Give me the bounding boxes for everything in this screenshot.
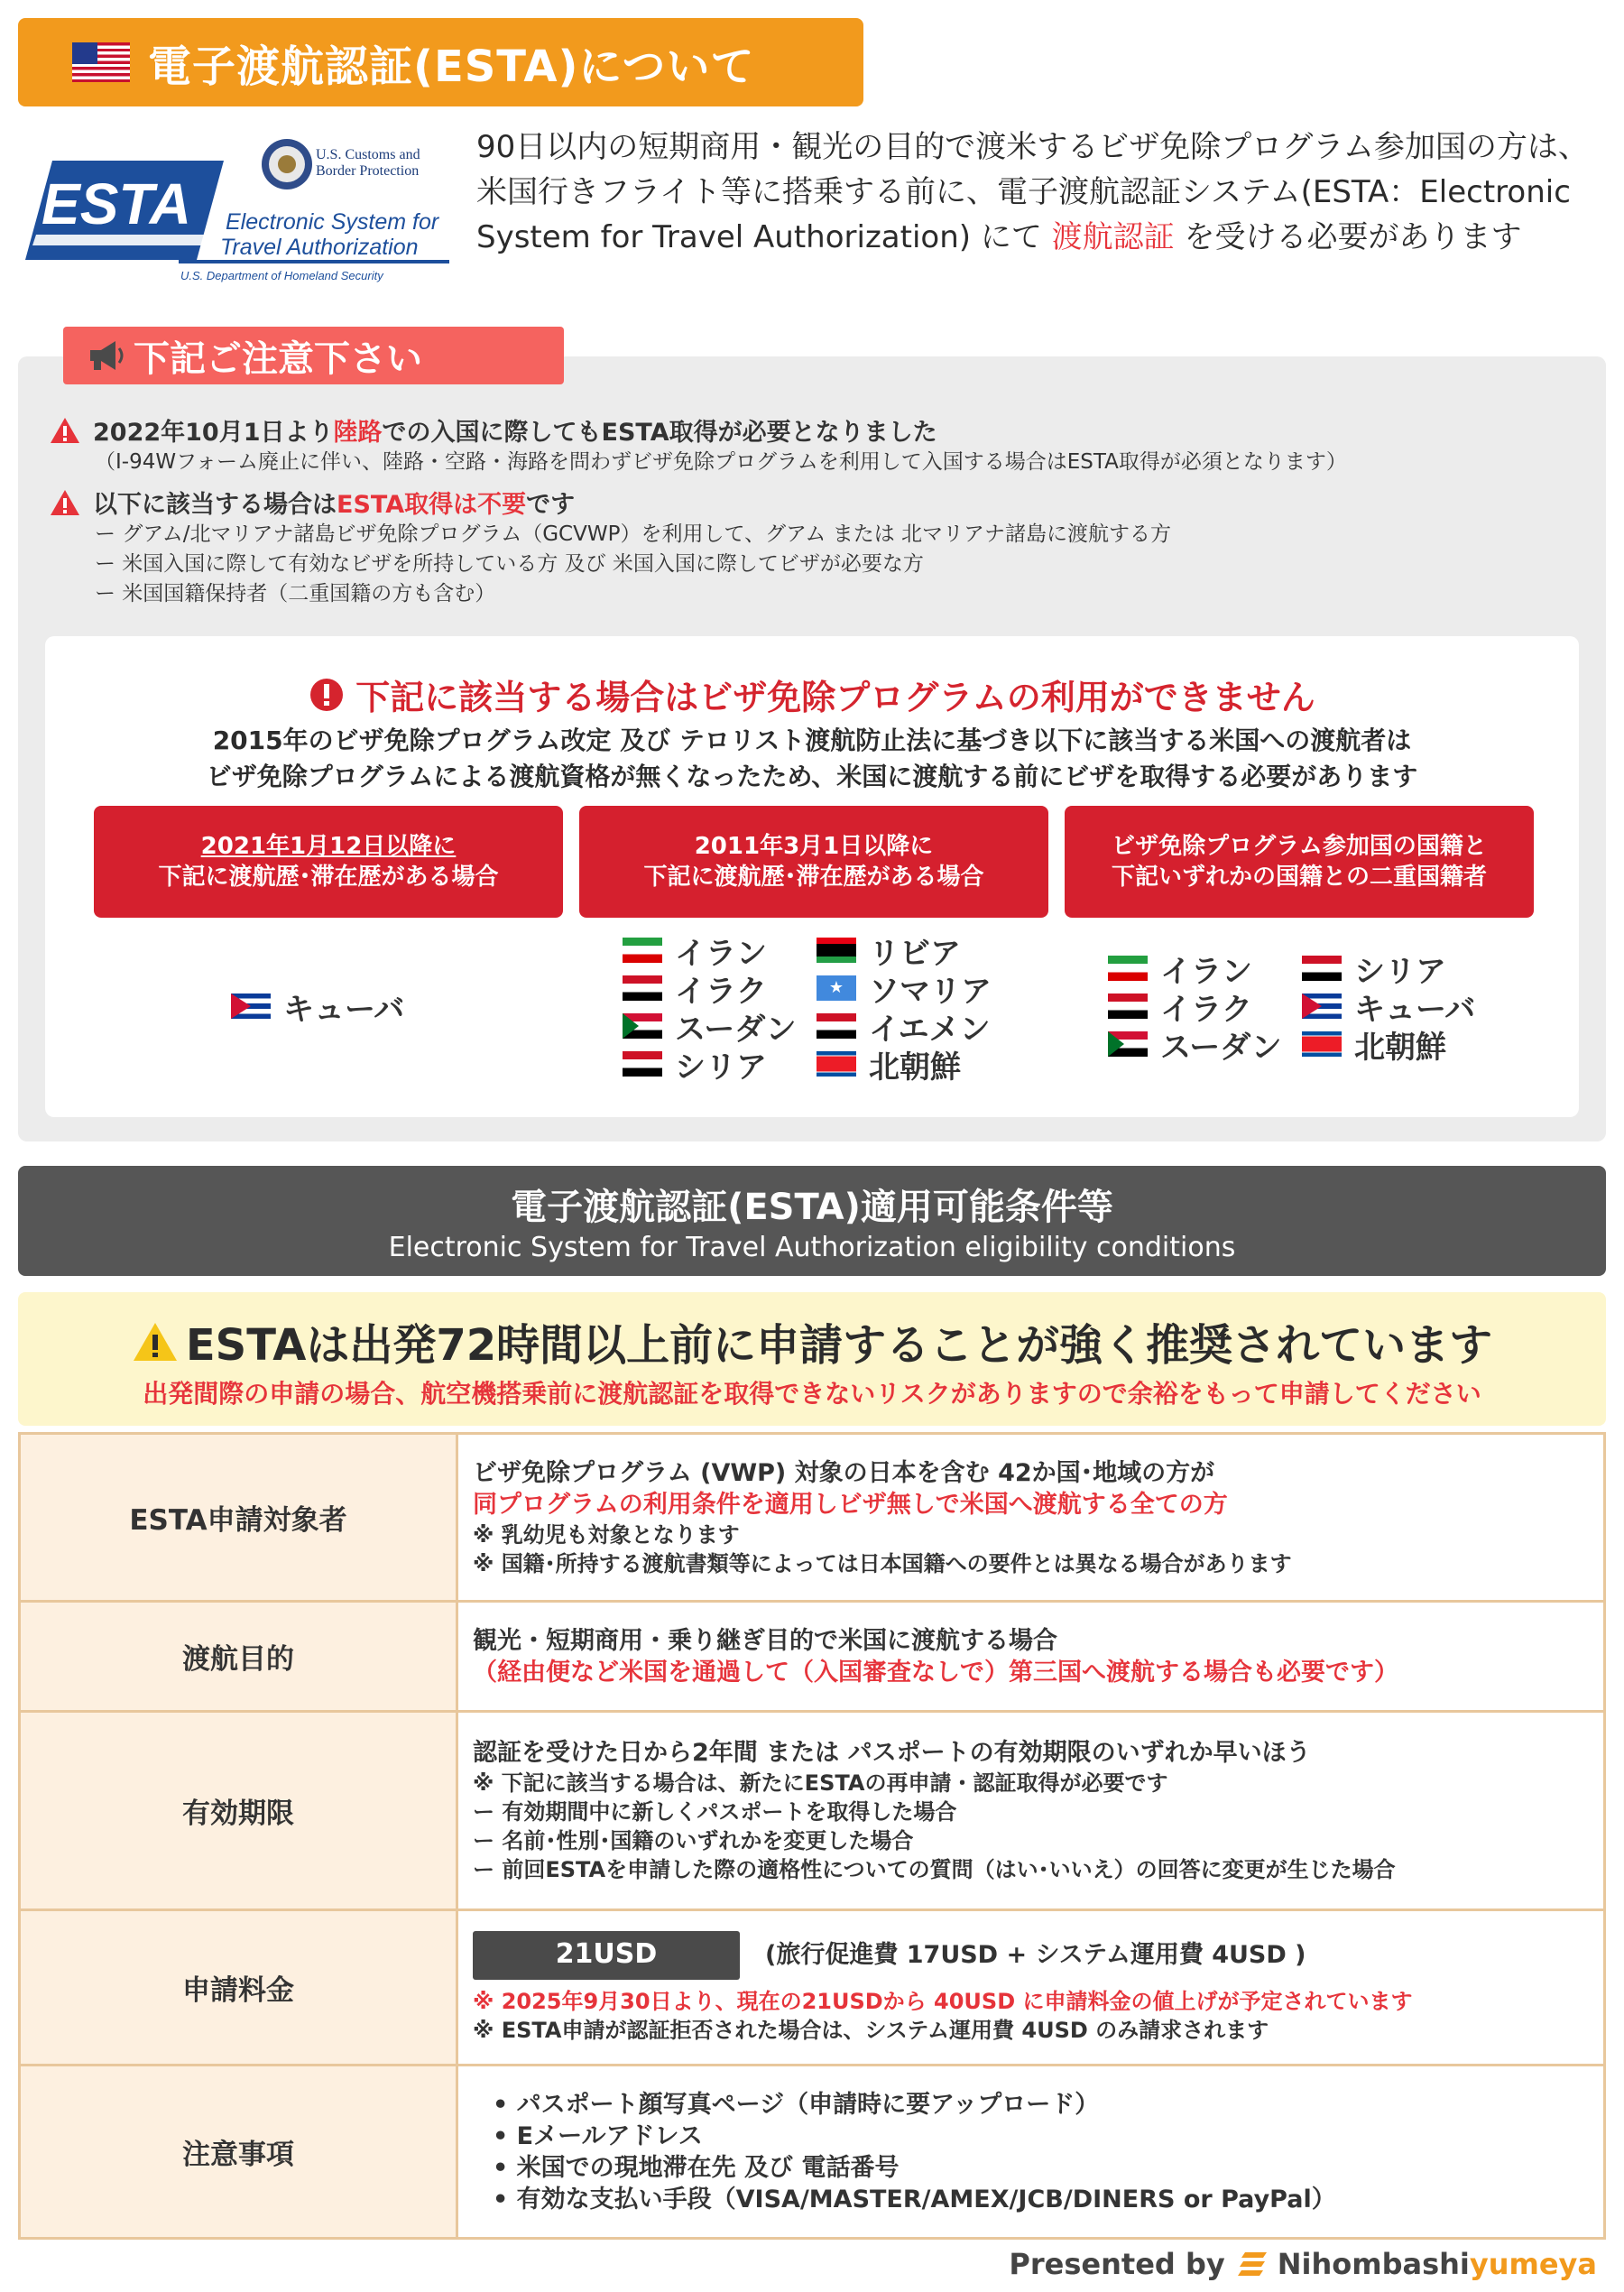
country-list-1	[231, 987, 405, 1028]
north-korea-flag-icon	[1302, 1031, 1342, 1057]
row-header: 有効期限	[20, 1712, 457, 1910]
sudan-flag-icon	[623, 1013, 662, 1039]
table-row	[20, 1910, 1605, 2066]
country-item: 北朝鮮	[1302, 1025, 1475, 1063]
logo-line2: Travel Authorization	[220, 235, 419, 260]
row-header: 注意事項	[20, 2066, 457, 2239]
warning-icon	[50, 417, 80, 444]
iran-flag-icon	[1108, 956, 1148, 981]
country-item: スーダン	[1108, 1025, 1282, 1063]
logo-dept: U.S. Department of Homeland Security	[180, 269, 383, 282]
alert-icon	[309, 677, 345, 713]
notice-item-2-sub: ー 米国入国に際して有効なビザを所持している方 及び 米国入国に際してビザが必要な方	[95, 552, 924, 576]
logo-agency2: Border Protection	[316, 163, 420, 179]
country-item: イラク	[623, 969, 797, 1007]
card-text: 2015年のビザ免除プログラム改定 及び テロリスト渡航防止法に基づき以下に該当する米国への渡航者は ビザ免除プログラムによる渡航資格が無くなったため、米国に渡航する前にビザを取得する必要があります	[206, 725, 1418, 791]
row-content: 観光・短期商用・乗り継ぎ目的で米国に渡航する場合 （経由便など米国を通過して（入国審査なしで）第三国へ渡航する場合も必要です）	[457, 1602, 1605, 1712]
row-content: 21USD (旅行促進費 17USD + システム運用費 4USD ) ※ 2025年9月30日より、現在の21USDから 40USD に申請料金の値上げが予定されています ※ ESTA申請が認証拒否された場合は、システム運用費 4USD のみ請求されます	[457, 1910, 1605, 2066]
section-subtitle: Electronic System for Travel Authorization eligibility conditions	[388, 1232, 1236, 1263]
sudan-flag-icon	[1108, 1031, 1148, 1057]
country-list-2b	[817, 931, 992, 1086]
warning-icon	[50, 489, 80, 516]
logo-agency1: U.S. Customs and	[316, 147, 420, 162]
fee-badge: 21USD	[473, 1931, 740, 1980]
megaphone-icon	[85, 339, 126, 372]
iraq-flag-icon	[623, 975, 662, 1001]
somalia-flag-icon: ★	[817, 975, 856, 1001]
syria-flag-icon	[623, 1051, 662, 1077]
country-item: スーダン	[623, 1007, 797, 1045]
condition-box-1: 2021年1月12日以降に 下記に渡航歴･滞在歴がある場合	[94, 806, 563, 918]
notice-item-1: 2022年10月1日より 陸路 での入国に際してもESTA取得が必要となりました （I-94Wフォーム廃止に伴い、陸路・空路・海路を問わずビザ免除プログラムを利用して入国する場合はESTA取得が必須となります）	[50, 412, 1601, 477]
country-item: キューバ	[231, 987, 404, 1025]
country-list-3b	[1302, 949, 1476, 1066]
north-korea-flag-icon	[817, 1051, 856, 1077]
syria-flag-icon	[1302, 956, 1342, 981]
warning-sub: 出発間際の申請の場合、航空機搭乗前に渡航認証を取得できないリスクがありますので余裕をもって申請してください	[143, 1379, 1481, 1409]
country-list-3a	[1108, 949, 1282, 1066]
country-list-2a	[623, 931, 797, 1086]
esta-wordmark: ESTA	[42, 171, 191, 236]
notice-item-2-sub: ー 米国国籍保持者（二重国籍の方も含む）	[95, 582, 496, 605]
country-item: リビア	[817, 931, 992, 969]
us-flag-icon	[72, 42, 130, 82]
page-header	[18, 18, 863, 106]
notice-tag: 下記ご注意下さい	[63, 327, 564, 384]
country-item: イエメン	[817, 1007, 992, 1045]
section-header	[18, 1166, 1606, 1276]
row-content: 認証を受けた日から2年間 または パスポートの有効期限のいずれか早いほう ※ 下記に該当する場合は、新たにESTAの再申請・認証取得が必要です ー 有効期間中に新しくパスポートを取得した場合 ー 名前･性別･国籍のいずれかを変更した場合 ー 前回ESTAを申請した際の適格性についての質問（はい･いいえ）の回答に変更が生じた場合	[457, 1712, 1605, 1910]
row-header: ESTA申請対象者	[20, 1434, 457, 1602]
section-title: 電子渡航認証(ESTA)適用可能条件等	[511, 1187, 1113, 1228]
table-row	[20, 1712, 1605, 1910]
table-row	[20, 1602, 1605, 1712]
notice-item-2-sub: ー グアム/北マリアナ諸島ビザ免除プログラム（GCVWP）を利用して、グアム または 北マリアナ諸島に渡航する方	[95, 522, 1171, 546]
warning-title: ESTAは出発72時間以上前に申請することが強く推奨されています	[185, 1320, 1493, 1371]
notice-item-2: 以下に該当する場合は ESTA取得は不要 です ー グアム/北マリアナ諸島ビザ免除プログラム（GCVWP）を利用して、グアム または 北マリアナ諸島に渡航する方 ー 米国入国に際して有効なビザを所持している方 及び 米国入国に際してビザが必要な方 ー 米国国籍保持者（二重国籍の方も含む）	[50, 485, 1601, 609]
country-item: イラン	[1108, 949, 1282, 987]
card-title: 下記に該当する場合はビザ免除プログラムの利用ができません	[45, 670, 1579, 719]
application-warning	[18, 1292, 1606, 1426]
country-item: 北朝鮮	[817, 1045, 992, 1083]
row-header: 渡航目的	[20, 1602, 457, 1712]
yemen-flag-icon	[817, 1013, 856, 1039]
table-row	[20, 1434, 1605, 1602]
condition-box-3: ビザ免除プログラム参加国の国籍と 下記いずれかの国籍との二重国籍者	[1065, 806, 1534, 918]
row-content: ビザ免除プログラム (VWP) 対象の日本を含む 42か国･地域の方が 同プログラムの利用条件を適用しビザ無しで米国へ渡航する全ての方 ※ 乳幼児も対象となります ※ 国籍･所持する渡航書類等によっては日本国籍への要件とは異なる場合があります	[457, 1434, 1605, 1602]
libya-flag-icon	[817, 938, 856, 963]
cuba-flag-icon	[1302, 994, 1342, 1019]
notice-item-1-sub: （I-94Wフォーム廃止に伴い、陸路・空路・海路を問わずビザ免除プログラムを利用して入国する場合はESTA取得が必須となります）	[95, 450, 1347, 474]
country-item: ★ ソマリア	[817, 969, 992, 1007]
country-item: イラク	[1108, 987, 1282, 1025]
iraq-flag-icon	[1108, 994, 1148, 1019]
row-header: 申請料金	[20, 1910, 457, 2066]
logo-line1: Electronic System for	[226, 209, 439, 235]
country-item: イラン	[623, 931, 797, 969]
country-item: キューバ	[1302, 987, 1475, 1025]
condition-box-2: 2011年3月1日以降に 下記に渡航歴･滞在歴がある場合	[579, 806, 1048, 918]
conditions-table	[18, 1432, 1606, 2240]
intro-text: 90日以内の短期商用・観光の目的で渡米するビザ免除プログラム参加国の方は、米国行きフライト等に搭乗する前に、電子渡航認証システム(ESTA：Electronic System for Travel Authorization) にて 渡航認証 を受ける必要があります	[476, 129, 1589, 255]
row-content: • パスポート顔写真ページ（申請時に要アップロード） • Eメールアドレス • 米国での現地滞在先 及び 電話番号 • 有効な支払い手段（VISA/MASTER/AMEX/JCB/DINERS or PayPal）	[457, 2066, 1605, 2239]
brand-logo-icon	[1238, 2250, 1269, 2278]
warning-icon	[132, 1321, 179, 1363]
intro-highlight: 渡航認証	[1051, 219, 1175, 255]
page-title: 電子渡航認証(ESTA)について	[148, 41, 755, 92]
footer-credit: Presented by Nihombashi yumeya	[1009, 2247, 1597, 2281]
esta-logo	[25, 134, 458, 292]
iran-flag-icon	[623, 938, 662, 963]
cuba-flag-icon	[231, 994, 271, 1019]
table-row	[20, 2066, 1605, 2239]
country-item: シリア	[623, 1045, 797, 1083]
country-item: シリア	[1302, 949, 1475, 987]
